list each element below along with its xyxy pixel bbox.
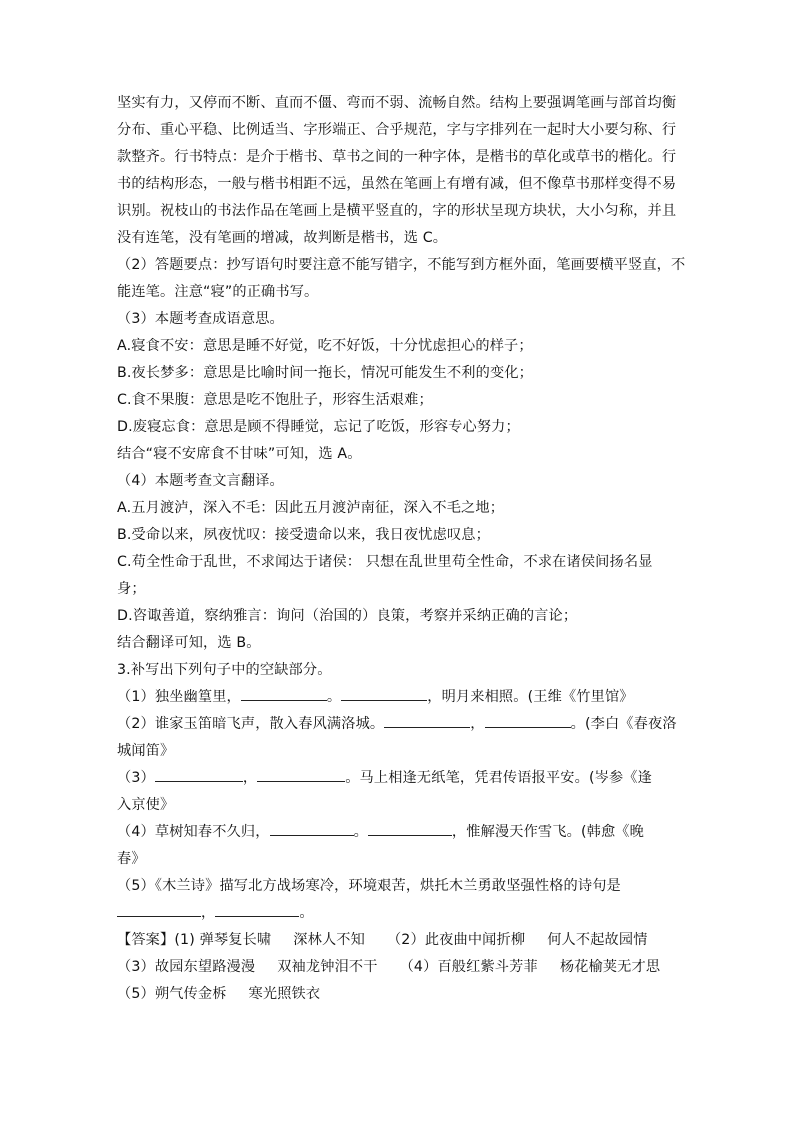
answer-row [117, 981, 677, 1008]
item-text: （1）独坐幽篁里， [117, 689, 241, 705]
answer-row [117, 954, 677, 981]
option-line: C.苟全性命于乱世，不求闻达于诸侯： 只想在乱世里苟全性命，不求在诸侯间扬名显 [117, 554, 653, 570]
text-line: 坚实有力，又停而不断、直而不僵、弯而不弱、流畅自然。结构上要强调笔画与部首均衡 [117, 95, 677, 111]
text-line: 能连笔。注意“寝”的正确书写。 [117, 284, 319, 300]
text-line: （4）本题考查文言翻译。 [117, 473, 284, 489]
answer-item: 杨花榆荚无才思 [559, 959, 661, 975]
item-text: 。 [299, 905, 314, 921]
answer-blank[interactable] [117, 902, 201, 917]
question-title: 3.补写出下列句子中的空缺部分。 [117, 662, 332, 678]
fill-item-4-cont: 春》 [117, 851, 146, 867]
fill-item-5: （5）《木兰诗》描写北方战场寒冷，环境艰苦，烘托木兰勇敢坚强性格的诗句是 [117, 878, 621, 894]
text-line: （2）答题要点：抄写语句时要注意不能写错字，不能写到方框外面，笔画要横平竖直，不 [117, 257, 686, 273]
option-line: D.咨诹善道，察纳雅言：询问（治国的）良策，考察并采纳正确的言论； [117, 608, 578, 624]
answer-item: 深林人不知 [293, 932, 365, 948]
text-line: 款整齐。行书特点：是介于楷书、草书之间的一种字体，是楷书的草化或草书的楷化。行 [117, 149, 677, 165]
option-line: B.受命以来，夙夜忧叹：接受遗命以来，我日夜忧虑叹息； [117, 527, 490, 543]
answer-blank[interactable] [384, 713, 470, 728]
answer-item: 寒光照铁衣 [248, 986, 321, 1002]
answer-blank[interactable] [155, 767, 243, 782]
option-line: A.五月渡泸，深入不毛：因此五月渡泸南征，深入不毛之地； [117, 500, 505, 516]
explanation-paragraph-1 [117, 90, 677, 252]
option-line: 身； [117, 581, 146, 597]
item-text: 。 [353, 824, 368, 840]
answer-blank[interactable] [485, 713, 571, 728]
answer-blank[interactable] [257, 767, 345, 782]
answer-item: （2）此夜曲中闻折柳 [386, 932, 526, 948]
option-line: D.废寝忘食：意思是顾不得睡觉，忘记了吃饭，形容专心努力； [117, 419, 520, 435]
text-line: 书的结构形态，一般与楷书相距不远，虽然在笔画上有增有减，但不像草书那样变得不易 [117, 176, 677, 192]
text-line: （3）本题考查成语意思。 [117, 311, 284, 327]
answer-blank[interactable] [368, 821, 452, 836]
item-text: 。马上相逢无纸笔，凭君传语报平安。(岑参《逢 [345, 770, 652, 786]
text-line: 结合翻译可知，选 B。 [117, 635, 261, 651]
document-page [117, 90, 686, 1008]
answer-item: (1) 弹琴复长啸 [174, 932, 272, 948]
item-text: ， [201, 905, 216, 921]
answer-tag: 【答案】 [117, 932, 175, 948]
item-text: （2）谁家玉笛暗飞声，散入春风满洛城。 [117, 716, 385, 732]
item-text: 。 [326, 689, 342, 705]
answer-item: 何人不起故园情 [547, 932, 648, 948]
text-line: 结合“寝不安席食不甘味”可知，选 A。 [117, 446, 362, 462]
option-line: A.寝食不安：意思是睡不好觉，吃不好饭，十分忧虑担心的样子； [117, 338, 533, 354]
fill-item-2-cont: 城闻笛》 [117, 743, 175, 759]
answer-item: （3）故园东望路漫漫 [117, 959, 256, 975]
fill-item-5-cont [117, 900, 677, 927]
answer-blank[interactable] [241, 686, 327, 701]
fill-item-1 [117, 684, 677, 711]
text-line: 识别。祝枝山的书法作品在笔画上是横平竖直的，字的形状呈现方块状，大小匀称，并且 [117, 203, 677, 219]
question-3 [117, 657, 677, 927]
item-text: （4）草树知春不久归， [117, 824, 270, 840]
answer-item: （5）朔气传金柝 [117, 986, 227, 1002]
answer-item: （4）百般红紫斗芳菲 [399, 959, 538, 975]
answer-blank[interactable] [341, 686, 427, 701]
text-line: 分布、重心平稳、比例适当、字形端正、合乎规范，字与字排列在一起时大小要匀称、行 [117, 122, 677, 138]
item-text: 。(李白《春夜洛 [570, 716, 677, 732]
explanation-q3 [117, 306, 677, 468]
answer-section [117, 927, 677, 1008]
explanation-q4 [117, 468, 677, 657]
text-line: 没有连笔，没有笔画的增减，故判断是楷书，选 C。 [117, 230, 448, 246]
item-text: （3） [117, 770, 155, 786]
item-text: ，惟解漫天作雪飞。(韩愈《晚 [451, 824, 644, 840]
explanation-q2 [117, 252, 686, 306]
item-text: ， [470, 716, 485, 732]
item-text: ， [242, 770, 258, 786]
fill-item-3-cont: 入京使》 [117, 797, 175, 813]
option-line: C.食不果腹：意思是吃不饱肚子，形容生活艰难； [117, 392, 433, 408]
fill-item-4 [117, 819, 677, 846]
fill-item-2 [117, 711, 677, 738]
answer-item: 双袖龙钟泪不干 [277, 959, 378, 975]
option-line: B.夜长梦多：意思是比喻时间一拖长，情况可能发生不利的变化； [117, 365, 533, 381]
item-text: ，明月来相照。(王维《竹里馆》 [427, 689, 634, 705]
answer-blank[interactable] [270, 821, 354, 836]
answer-row [117, 927, 677, 954]
fill-item-3 [117, 765, 677, 792]
answer-blank[interactable] [215, 902, 299, 917]
